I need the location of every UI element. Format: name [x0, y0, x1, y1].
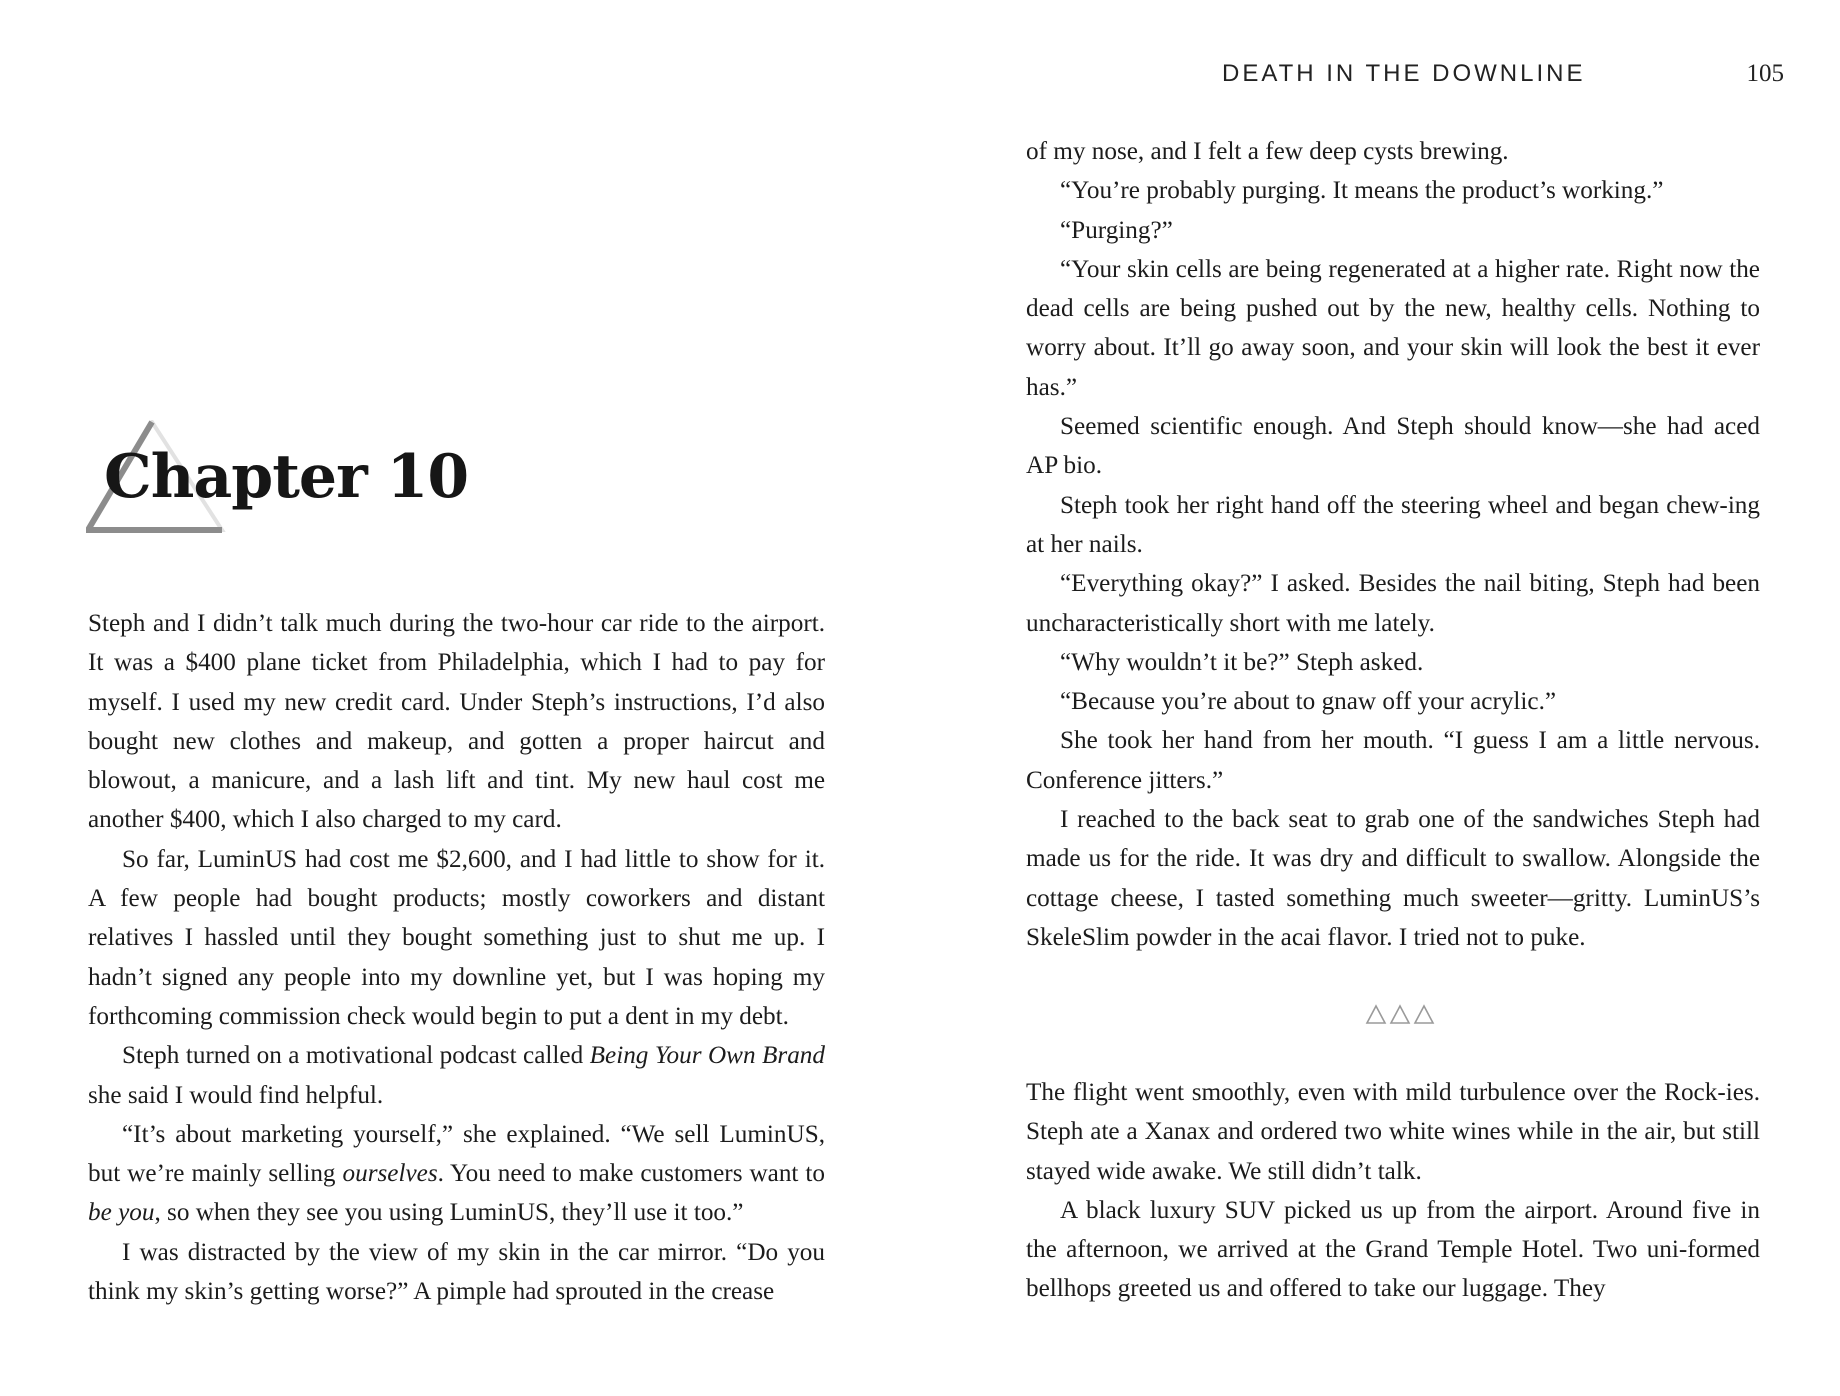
emphasis: be you [88, 1199, 155, 1227]
paragraph: Steph took her right hand off the steering wheel and began chew-ing at her nails. [1026, 491, 1760, 558]
right-body-text-bottom [1026, 1073, 1760, 1309]
paragraph: Steph and I didn’t talk much during the two-hour car ride to the airport. It was a $400 plane ticket from Philadelphia, which I had to pay for myself. I used my new credit card. Under Steph’s instructions, I’d also bought new clothes and makeup, and gotten a proper haircut and blowout, a manicure, and a lash lift and tint. My new haul cost me another $400, which I also charged to my card. [88, 610, 825, 834]
paragraph: “Because you’re about to gnaw off your acrylic.” [1060, 688, 1557, 716]
emphasis: ourselves [342, 1160, 438, 1188]
paragraph: “Purging?” [1060, 216, 1173, 244]
page-number: 105 [1746, 60, 1784, 87]
right-body-text-top [1026, 132, 1760, 957]
paragraph: “Why wouldn’t it be?” Steph asked. [1060, 648, 1424, 676]
paragraph: The flight went smoothly, even with mild turbulence over the Rock-ies. Steph ate a Xanax and ordered two white wines while in the air, but still stayed wide awake. We still didn’t talk. [1026, 1079, 1760, 1185]
paragraph: She took her hand from her mouth. “I guess I am a little nervous. Conference jitters.” [1026, 727, 1760, 794]
paragraph: Seemed scientific enough. And Steph should know—she had aced AP bio. [1026, 413, 1760, 480]
right-page [920, 0, 1840, 1396]
paragraph: “Everything okay?” I asked. Besides the nail biting, Steph had been uncharacteristically short with me lately. [1026, 570, 1760, 637]
paragraph: Steph turned on a motivational podcast called Being Your Own Brand she said I would find helpful. [88, 1042, 825, 1109]
left-body-text [88, 604, 825, 1311]
podcast-title: Being Your Own Brand [589, 1042, 825, 1070]
paragraph: “You’re probably purging. It means the product’s working.” [1060, 177, 1664, 205]
paragraph: A black luxury SUV picked us up from the airport. Around five in the afternoon, we arrived at the Grand Temple Hotel. Two uni-formed bellhops greeted us and offered to take our luggage. They [1026, 1196, 1760, 1303]
chapter-heading [86, 420, 586, 540]
paragraph: So far, LuminUS had cost me $2,600, and I had little to show for it. A few people had bought products; mostly coworkers and distant relatives I hassled until they bought something just to shut me up. I hadn’t signed any people into my downline yet, but I was hoping my forthcoming commission check would begin to put a dent in my debt. [88, 845, 825, 1030]
chapter-title: Chapter 10 [104, 442, 469, 512]
running-title: DEATH IN THE DOWNLINE [1222, 60, 1586, 87]
paragraph: “It’s about marketing yourself,” she explained. “We sell LuminUS, but we’re mainly selling ourselves. You need to make customers want to be you, so when they see you using LuminUS, they’ll use it too.” [88, 1120, 825, 1227]
triple-triangle-icon [1360, 1003, 1460, 1027]
running-header [920, 56, 1840, 96]
paragraph: of my nose, and I felt a few deep cysts brewing. [1026, 138, 1509, 165]
paragraph: I was distracted by the view of my skin in the car mirror. “Do you think my skin’s getting worse?” A pimple had sprouted in the crease [88, 1238, 825, 1306]
paragraph: I reached to the back seat to grab one of the sandwiches Steph had made us for the ride. It was dry and difficult to swallow. Alongside the cottage cheese, I tasted something much sweeter—gritty. LuminUS’s SkeleSlim powder in the acai flavor. I tried not to puke. [1026, 806, 1760, 951]
paragraph: “Your skin cells are being regenerated at a higher rate. Right now the dead cells are being pushed out by the new, healthy cells. Nothing to worry about. It’ll go away soon, and your skin will look the best it ever has.” [1026, 255, 1760, 401]
